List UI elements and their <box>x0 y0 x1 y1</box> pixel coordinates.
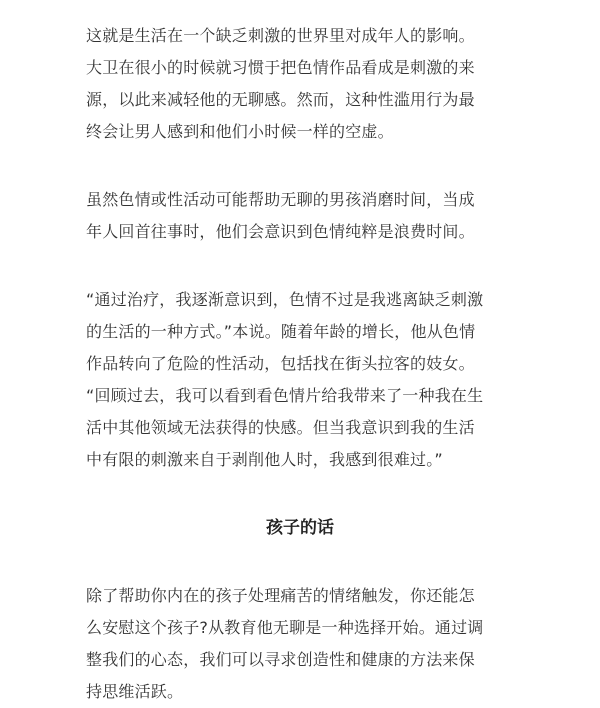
text-line: 终会让男人感到和他们小时候一样的空虚。 <box>86 122 394 141</box>
text-line: 中有限的刺激来自于剥削他人时，我感到很难过。” <box>86 450 443 469</box>
text-line: 活中其他领域无法获得的快感。但当我意识到我的生活 <box>86 418 475 437</box>
text-line: 虽然色情或性活动可能帮助无聊的男孩消磨时间，当成 <box>86 190 475 209</box>
text-line: “通过治疗，我逐渐意识到，色情不过是我逃离缺乏刺激 <box>86 290 484 309</box>
text-line: “回顾过去，我可以看到看色情片给我带来了一种我在生 <box>86 386 484 405</box>
section-title: 孩子的话 <box>266 518 334 538</box>
paragraph-spacer <box>86 544 514 580</box>
text-line: 这就是生活在一个缺乏刺激的世界里对成年人的影响。 <box>86 26 475 45</box>
paragraph-spacer <box>86 248 514 284</box>
text-line: 源，以此来减轻他的无聊感。然而，这种性滥用行为最 <box>86 90 475 109</box>
text-line: 整我们的心态，我们可以寻求创造性和健康的方法来保 <box>86 650 475 669</box>
paragraph-effect-on-adults <box>86 20 514 148</box>
paragraph-spacer <box>86 148 514 184</box>
text-line: 么安慰这个孩子?从教育他无聊是一种选择开始。通过调 <box>86 618 484 637</box>
paragraph-therapy-quote <box>86 284 514 476</box>
paragraph-comfort-inner-child <box>86 580 514 708</box>
text-line: 持思维活跃。 <box>86 682 184 701</box>
text-line: 的生活的一种方式。”本说。随着年龄的增长，他从色情 <box>86 322 476 341</box>
paragraph-waste-of-time <box>86 184 514 248</box>
text-line: 作品转向了危险的性活动，包括找在街头拉客的妓女。 <box>86 354 475 373</box>
text-line: 年人回首往事时，他们会意识到色情纯粹是浪费时间。 <box>86 222 475 241</box>
paragraph-spacer <box>86 476 514 512</box>
text-line: 大卫在很小的时候就习惯于把色情作品看成是刺激的来 <box>86 58 475 77</box>
text-line: 除了帮助你内在的孩子处理痛苦的情绪触发，你还能怎 <box>86 586 475 605</box>
